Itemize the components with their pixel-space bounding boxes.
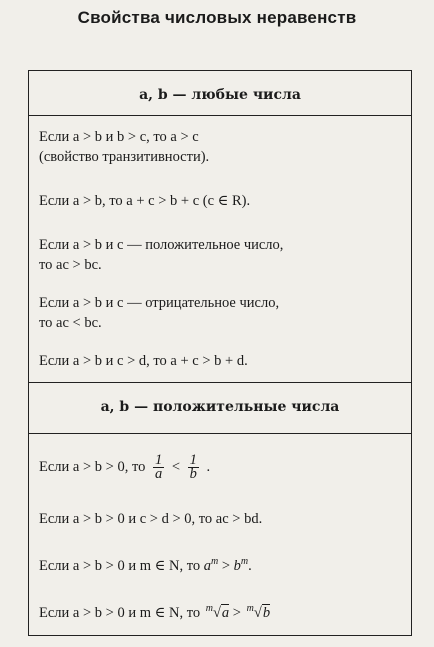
power-exponent: m [210, 556, 219, 567]
period: . [206, 458, 211, 475]
radical: $^m$√b [246, 603, 271, 621]
property-multiply-negative [39, 293, 403, 333]
radicand: b [262, 605, 271, 621]
property-sum-inequalities [39, 351, 403, 371]
power-exponent: m [240, 556, 249, 567]
property-line: Если a > b > 0 и c > d > 0, то ac > bd. [39, 511, 263, 527]
fraction-denominator: a [154, 466, 163, 482]
power-base: a [203, 557, 211, 574]
divider [29, 115, 411, 116]
section-header-any-numbers: a, b — любые числа [139, 87, 301, 103]
property-product-positive [39, 509, 403, 529]
property-line: Если a > b и b > c, то a > c [39, 129, 199, 145]
fraction-numerator: 1 [154, 452, 163, 468]
radical: $^m$√a [205, 603, 230, 621]
fraction [153, 454, 164, 481]
property-reciprocal [39, 454, 403, 481]
property-line: Если a > b и c — отрицательное число, [39, 295, 280, 311]
property-line: то ac < bc. [39, 315, 102, 331]
property-text: Если a > b > 0 и m ∈ N, то [39, 557, 201, 574]
property-root [39, 599, 403, 623]
divider [29, 433, 411, 434]
property-power [39, 552, 403, 576]
property-line: Если a > b и c > d, то a + c > b + d. [39, 353, 248, 369]
properties-table [28, 70, 412, 636]
property-line: (свойство транзитивности). [39, 149, 210, 165]
period: . [248, 557, 252, 574]
property-multiply-positive [39, 235, 403, 275]
property-text: Если a > b > 0, то [39, 458, 146, 475]
property-text: Если a > b > 0 и m ∈ N, то [39, 605, 201, 621]
divider [29, 382, 411, 383]
property-line: Если a > b, то a + c > b + c (c ∈ R). [39, 193, 251, 209]
operator: > [221, 557, 231, 574]
property-line: Если a > b и c — положительное число, [39, 237, 284, 253]
root-index: m [205, 603, 213, 614]
operator: < [171, 458, 181, 475]
page-title: Свойства числовых неравенств [77, 8, 357, 27]
property-line: то ac > bc. [39, 257, 102, 273]
property-transitivity [39, 127, 403, 167]
section-header-positive-numbers: a, b — положительные числа [100, 399, 340, 415]
operator: > [232, 605, 241, 621]
fraction-denominator: b [189, 466, 197, 482]
fraction [188, 454, 199, 481]
root-index: m [246, 603, 254, 614]
radicand: a [221, 605, 230, 621]
property-addition [39, 191, 403, 211]
fraction-numerator: 1 [189, 452, 197, 468]
power-base: b [233, 557, 241, 574]
